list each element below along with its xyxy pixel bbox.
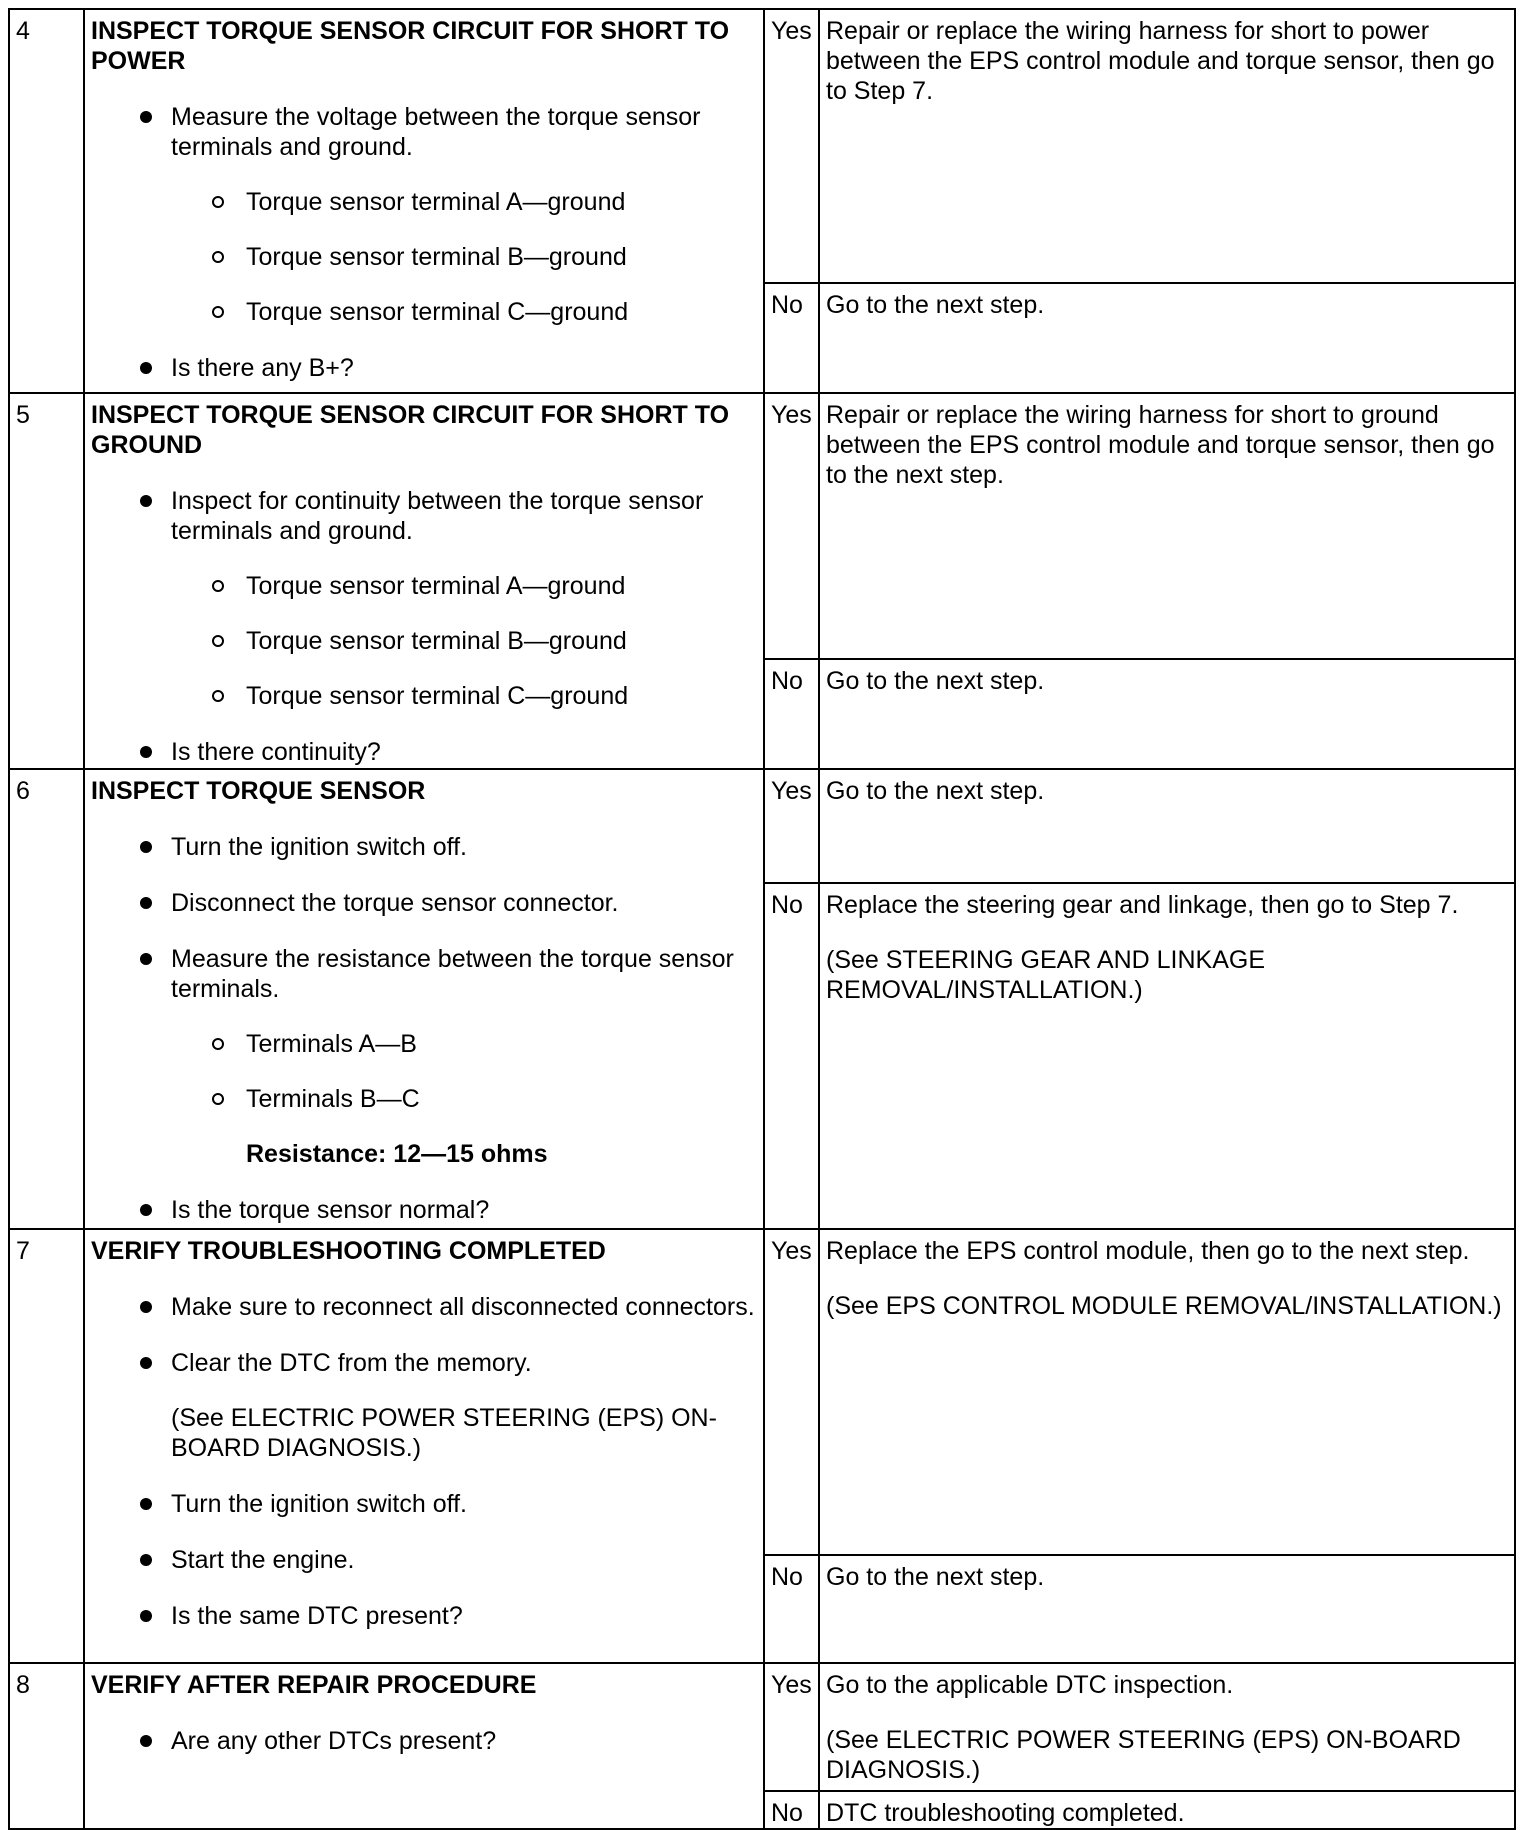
step-title: INSPECT TORQUE SENSOR CIRCUIT FOR SHORT TO POWER (91, 17, 730, 75)
step-4-yes-row (9, 9, 1515, 283)
step-number: 7 (9, 1229, 84, 1663)
reference-note: (See EPS CONTROL MODULE REMOVAL/INSTALLATION.) (826, 1292, 1502, 1320)
yes-result: Repair or replace the wiring harness for short to power between the EPS control module and torque sensor, then go to Step 7. (819, 9, 1515, 283)
step-title: VERIFY AFTER REPAIR PROCEDURE (91, 1671, 537, 1699)
step-7-procedure (84, 1229, 764, 1663)
step-8-procedure (84, 1663, 764, 1829)
yes-result-cell (819, 1229, 1515, 1555)
yes-label: Yes (764, 393, 819, 659)
step-title: INSPECT TORQUE SENSOR CIRCUIT FOR SHORT TO GROUND (91, 401, 730, 459)
sub-item: Torque sensor terminal C—ground (91, 297, 757, 327)
sub-item: Terminals A—B (91, 1029, 757, 1059)
sub-item: Torque sensor terminal C—ground (91, 681, 757, 711)
sub-item: Torque sensor terminal A—ground (91, 187, 757, 217)
sub-item: Torque sensor terminal B—ground (91, 626, 757, 656)
step-number: 8 (9, 1663, 84, 1829)
yes-label: Yes (764, 1229, 819, 1555)
yes-result: Replace the EPS control module, then go to the next step. (826, 1237, 1470, 1265)
no-result: DTC troubleshooting completed. (819, 1791, 1515, 1829)
no-result: Go to the next step. (819, 659, 1515, 769)
reference-note: (See ELECTRIC POWER STEERING (EPS) ON-BOARD DIAGNOSIS.) (171, 1404, 717, 1462)
question-item: Are any other DTCs present? (91, 1726, 757, 1756)
yes-result-cell (819, 1663, 1515, 1791)
resistance-spec: Resistance: 12—15 ohms (246, 1140, 548, 1168)
step-5-yes-row (9, 393, 1515, 659)
action-item: Disconnect the torque sensor connector. (91, 888, 757, 918)
yes-result: Go to the next step. (819, 769, 1515, 883)
step-title: VERIFY TROUBLESHOOTING COMPLETED (91, 1237, 606, 1265)
action-item: Make sure to reconnect all disconnected connectors. (91, 1292, 757, 1322)
sub-item: Terminals B—C (91, 1084, 757, 1114)
yes-label: Yes (764, 1663, 819, 1791)
step-5-procedure (84, 393, 764, 769)
reference-note: (See STEERING GEAR AND LINKAGE REMOVAL/INSTALLATION.) (826, 946, 1266, 1004)
step-6-procedure (84, 769, 764, 1229)
yes-result: Go to the applicable DTC inspection. (826, 1671, 1234, 1699)
no-label: No (764, 1791, 819, 1829)
question-item: Is there any B+? (91, 353, 757, 383)
diagnostic-table (8, 8, 1516, 1830)
no-result: Replace the steering gear and linkage, then go to Step 7. (826, 891, 1459, 919)
no-result-cell (819, 883, 1515, 1229)
no-label: No (764, 883, 819, 1229)
step-7-yes-row (9, 1229, 1515, 1555)
action-item: Measure the resistance between the torque sensor terminals. (91, 944, 757, 1004)
no-label: No (764, 283, 819, 393)
yes-label: Yes (764, 9, 819, 283)
no-label: No (764, 1555, 819, 1663)
sub-item: Torque sensor terminal A—ground (91, 571, 757, 601)
action-item: Measure the voltage between the torque sensor terminals and ground. (91, 102, 757, 162)
step-8-yes-row (9, 1663, 1515, 1791)
step-number: 6 (9, 769, 84, 1229)
step-number: 5 (9, 393, 84, 769)
reference-note: (See ELECTRIC POWER STEERING (EPS) ON-BOARD DIAGNOSIS.) (826, 1726, 1461, 1784)
question-item: Is the same DTC present? (91, 1601, 757, 1631)
diagnostic-procedure-sheet (8, 8, 1514, 1827)
action-item: Turn the ignition switch off. (91, 832, 757, 862)
no-result: Go to the next step. (819, 283, 1515, 393)
action-item: Turn the ignition switch off. (91, 1489, 757, 1519)
step-4-procedure (84, 9, 764, 393)
action-item: Clear the DTC from the memory. (91, 1348, 757, 1378)
action-item: Inspect for continuity between the torque sensor terminals and ground. (91, 486, 757, 546)
yes-label: Yes (764, 769, 819, 883)
yes-result: Repair or replace the wiring harness for short to ground between the EPS control module and torque sensor, then go to the next step. (819, 393, 1515, 659)
no-result: Go to the next step. (819, 1555, 1515, 1663)
question-item: Is there continuity? (91, 737, 757, 767)
step-title: INSPECT TORQUE SENSOR (91, 777, 426, 805)
step-number: 4 (9, 9, 84, 393)
sub-item: Torque sensor terminal B—ground (91, 242, 757, 272)
no-label: No (764, 659, 819, 769)
action-item: Start the engine. (91, 1545, 757, 1575)
step-6-yes-row (9, 769, 1515, 883)
question-item: Is the torque sensor normal? (91, 1195, 757, 1225)
